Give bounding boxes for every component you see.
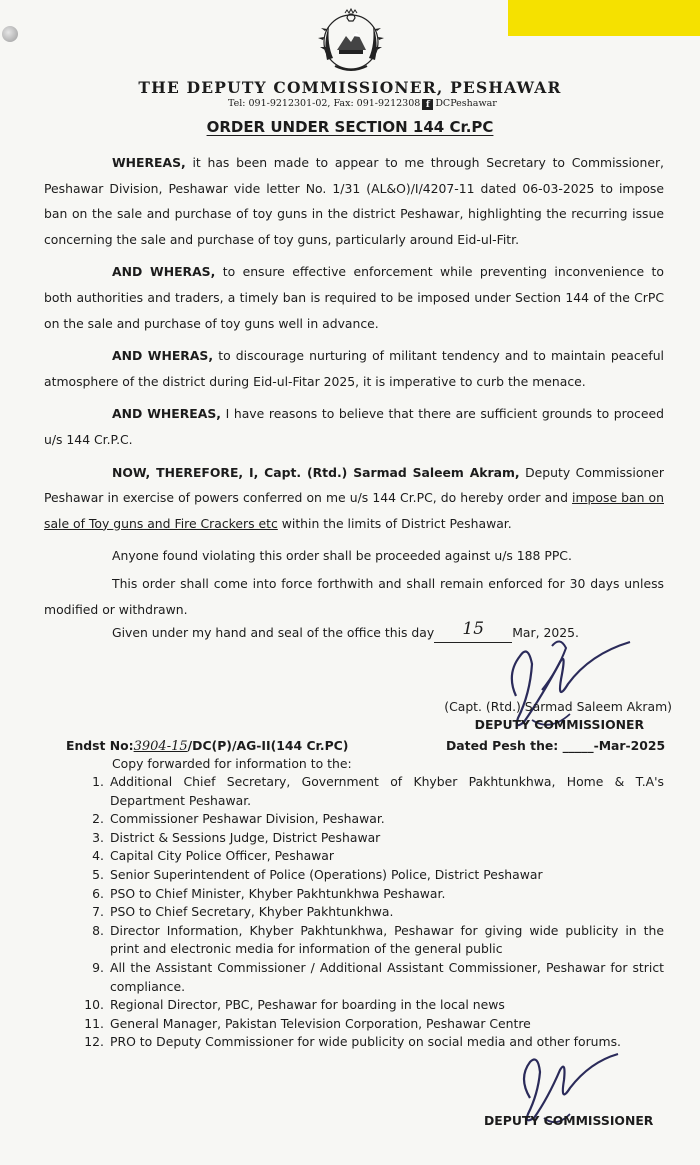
recipient-item [84, 1033, 664, 1052]
recipient-item [84, 922, 664, 959]
handwritten-day: 15 [462, 619, 485, 639]
given-under-hand: Given under my hand and seal of the office this day 15 Mar, 2025. [112, 622, 579, 643]
endorsement-date: Dated Pesh the: _____-Mar-2025 [446, 738, 666, 753]
recipient-text: Senior Superintendent of Police (Operations) Police, District Peshawar [110, 866, 543, 882]
order-body [44, 150, 664, 629]
recipient-text: Commissioner Peshawar Division, Peshawar. [110, 811, 385, 827]
paragraph-now-therefore: NOW, THEREFORE, I, Capt. (Rtd.) Sarmad Saleem Akram, Deputy Commissioner Peshawar in exercise of powers conferred on me u/s 144 Cr.PC, do hereby order and impose ban on sale of Toy guns and Fire Crackers etc within the limits of District Peshawar. [44, 464, 664, 531]
paragraph-whereas-4: AND WHEREAS, I have reasons to believe that there are sufficient grounds to proceed u/s 144 Cr.P.C. [44, 406, 664, 447]
recipient-text: Capital City Police Officer, Peshawar [110, 848, 334, 864]
paragraph-penalty: Anyone found violating this order shall be proceeded against u/s 188 PPC. [112, 548, 572, 564]
recipient-item [84, 810, 664, 829]
government-emblem-icon [313, 4, 389, 76]
signatory-name: (Capt. (Rtd.) Sarmad Saleem Akram) [444, 699, 672, 714]
handwritten-endst-number: 3904-15 [133, 739, 188, 754]
final-designation: DEPUTY COMMISSIONER [484, 1113, 654, 1128]
recipient-text: District & Sessions Judge, District Peshawar [110, 829, 381, 845]
copy-forwarded: Copy forwarded for information to the: [112, 756, 352, 771]
recipient-number: 2. [92, 811, 104, 827]
paragraph-duration: This order shall come into force forthwith and shall remain enforced for 30 days unless modified or withdrawn. [44, 575, 664, 617]
punch-hole [2, 26, 18, 42]
recipient-text: Director Information, Khyber Pakhtunkhwa, Peshawar for giving wide publicity in the print and electronic media for information of the general public [110, 922, 664, 957]
recipient-item [84, 903, 664, 922]
order-heading: ORDER UNDER SECTION 144 Cr.PC [206, 118, 494, 136]
recipient-text: PSO to Chief Secretary, Khyber Pakhtunkhwa. [110, 904, 394, 920]
facebook-icon: f [422, 99, 433, 110]
sticky-note [508, 0, 700, 36]
signatory-block [444, 698, 672, 734]
recipient-number: 5. [92, 866, 104, 882]
recipient-number: 12. [84, 1034, 104, 1050]
recipient-item [84, 829, 664, 848]
paragraph-whereas-2: AND WHERAS, to ensure effective enforcement while preventing inconvenience to both authorities and traders, a timely ban is required to be imposed under Section 144 of the CrPC on the sale and purchase of toy guns well in advance. [44, 264, 664, 331]
recipient-item [84, 847, 664, 866]
recipient-number: 11. [84, 1015, 104, 1031]
paragraph-whereas-3: AND WHERAS, to discourage nurturing of militant tendency and to maintain peaceful atmosphere of the district during Eid-ul-Fitar 2025, it is imperative to curb the menace. [44, 348, 664, 389]
endorsement-number: Endst No:3904-15/DC(P)/AG-II(144 Cr.PC) [66, 738, 349, 754]
recipient-text: PSO to Chief Minister, Khyber Pakhtunkhwa Peshawar. [110, 885, 446, 901]
recipient-list [84, 773, 664, 1052]
recipient-item [84, 996, 664, 1015]
paragraph-whereas-1: WHEREAS, it has been made to appear to me through Secretary to Commissioner, Peshawar Division, Peshawar vide letter No. 1/31 (AL&O)/I/4207-11 dated 06-03-2025 to impose ban on the sale and purchase of toy guns in the district Peshawar, highlighting the recurring issue concerning the sale and purchase of toy guns, particularly around Eid-ul-Fitr. [44, 155, 664, 247]
recipient-text: All the Assistant Commissioner / Additional Assistant Commissioner, Peshawar for strict compliance. [110, 959, 664, 994]
recipient-number: 9. [92, 959, 104, 975]
recipient-number: 6. [92, 885, 104, 901]
recipient-number: 1. [92, 774, 104, 789]
recipient-number: 10. [84, 997, 104, 1013]
facebook-handle: DCPeshawar [435, 98, 497, 109]
recipient-item [84, 959, 664, 996]
signatory-designation: DEPUTY COMMISSIONER [474, 717, 644, 732]
recipient-text: General Manager, Pakistan Television Corporation, Peshawar Centre [110, 1015, 531, 1031]
recipient-number: 7. [92, 904, 104, 920]
recipient-text: PRO to Deputy Commissioner for wide publicity on social media and other forums. [110, 1034, 621, 1050]
office-title: THE DEPUTY COMMISSIONER, PESHAWAR [138, 78, 562, 97]
recipient-number: 8. [92, 922, 104, 938]
recipient-item [84, 866, 664, 885]
telephone-fax: Tel: 091-9212301-02, Fax: 091-9212308 [228, 98, 421, 109]
recipient-item [84, 1015, 664, 1034]
recipient-item [84, 885, 664, 904]
recipient-text: Regional Director, PBC, Peshawar for boarding in the local news [110, 997, 505, 1013]
recipient-number: 4. [92, 848, 104, 864]
recipient-item [84, 773, 664, 810]
recipient-number: 3. [92, 829, 104, 845]
recipient-text: Additional Chief Secretary, Government of Khyber Pakhtunkhwa, Home & T.A's Department Peshawar. [110, 774, 664, 808]
contact-line [228, 98, 528, 110]
ban-clause: impose ban on sale of Toy guns and Fire Crackers etc [44, 490, 664, 531]
